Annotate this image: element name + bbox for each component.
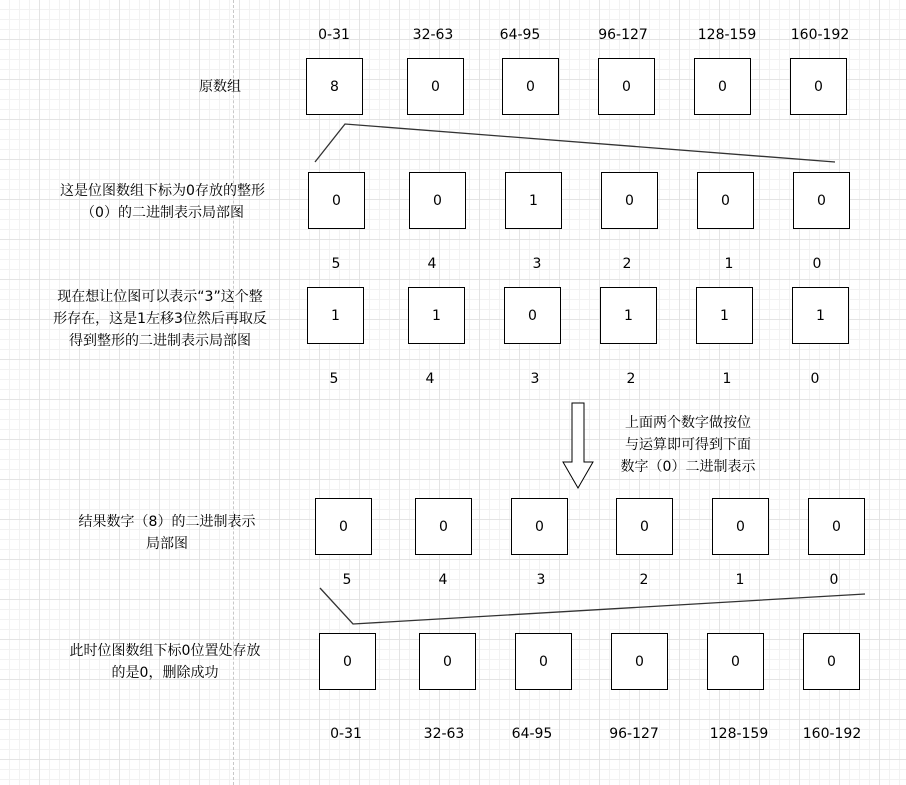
note-line: 与运算即可得到下面 bbox=[625, 437, 751, 453]
cell-value: 8 bbox=[330, 78, 339, 95]
cell-value: 1 bbox=[816, 307, 825, 324]
cell-value: 0 bbox=[721, 192, 730, 209]
footer-range-0: 0-31 bbox=[330, 726, 362, 742]
cell-value: 0 bbox=[332, 192, 341, 209]
shift-bit-cell-4 bbox=[408, 287, 465, 344]
result-bit-cell-1 bbox=[712, 498, 769, 555]
result-bit-cell-2 bbox=[616, 498, 673, 555]
cell-value: 0 bbox=[339, 518, 348, 535]
zoom-bit-index: 1 bbox=[724, 256, 734, 272]
cell-value: 0 bbox=[431, 78, 440, 95]
result-bit-index: 1 bbox=[735, 572, 745, 588]
final-cell-3 bbox=[611, 633, 668, 690]
description-line: 现在想让位图可以表示“3”这个整 bbox=[57, 289, 263, 305]
original-cell-3 bbox=[598, 58, 655, 115]
footer-range-4: 128-159 bbox=[709, 726, 769, 742]
cell-value: 1 bbox=[432, 307, 441, 324]
zoom-connector-bottom bbox=[320, 588, 865, 624]
cell-value: 0 bbox=[439, 518, 448, 535]
cell-value: 0 bbox=[343, 653, 352, 670]
result-bit-index: 5 bbox=[342, 572, 352, 588]
cell-value: 0 bbox=[539, 653, 548, 670]
description-line: 得到整形的二进制表示局部图 bbox=[69, 333, 251, 349]
footer-range-2: 64-95 bbox=[511, 726, 553, 742]
zoom-bit-cell-3 bbox=[505, 172, 562, 229]
cell-value: 0 bbox=[817, 192, 826, 209]
shift-bit-cell-5 bbox=[307, 287, 364, 344]
shift-bit-cell-1 bbox=[696, 287, 753, 344]
zoom-bit-cell-1 bbox=[697, 172, 754, 229]
shift-bit-index: 2 bbox=[626, 371, 636, 387]
cell-value: 0 bbox=[635, 653, 644, 670]
description-line: （0）的二进制表示局部图 bbox=[81, 205, 244, 221]
zoom-bit-index: 2 bbox=[622, 256, 632, 272]
zoom-bit-index: 4 bbox=[427, 256, 437, 272]
header-range-2: 64-95 bbox=[499, 27, 541, 43]
header-range-5: 160-192 bbox=[790, 27, 850, 43]
shift-bit-cell-2 bbox=[600, 287, 657, 344]
shift-bit-index: 5 bbox=[329, 371, 339, 387]
cell-value: 0 bbox=[526, 78, 535, 95]
cell-value: 0 bbox=[814, 78, 823, 95]
final-cell-4 bbox=[707, 633, 764, 690]
shift-bit-index: 4 bbox=[425, 371, 435, 387]
final-array-description bbox=[42, 640, 288, 684]
cell-value: 0 bbox=[622, 78, 631, 95]
header-range-4: 128-159 bbox=[697, 27, 757, 43]
result-bit-cell-5 bbox=[315, 498, 372, 555]
cell-value: 0 bbox=[827, 653, 836, 670]
description-line: 形存在，这是1左移3位然后再取反 bbox=[53, 311, 267, 327]
original-cell-4 bbox=[694, 58, 751, 115]
cell-value: 0 bbox=[832, 518, 841, 535]
zoom-bit-index: 5 bbox=[331, 256, 341, 272]
description-line: 的是0，删除成功 bbox=[111, 665, 219, 681]
cell-value: 0 bbox=[443, 653, 452, 670]
zoom-binary-description bbox=[40, 180, 285, 224]
cell-value: 0 bbox=[528, 307, 537, 324]
shift-bit-cell-0 bbox=[792, 287, 849, 344]
zoom-bit-cell-0 bbox=[793, 172, 850, 229]
cell-value: 0 bbox=[433, 192, 442, 209]
note-line: 数字（0）二进制表示 bbox=[620, 459, 756, 475]
shift-binary-description bbox=[30, 286, 290, 352]
original-cell-1 bbox=[407, 58, 464, 115]
final-cell-5 bbox=[803, 633, 860, 690]
zoom-bit-cell-5 bbox=[308, 172, 365, 229]
description-line: 结果数字（8）的二进制表示 bbox=[78, 514, 256, 530]
cell-value: 0 bbox=[625, 192, 634, 209]
description-line: 局部图 bbox=[146, 536, 188, 552]
cell-value: 1 bbox=[529, 192, 538, 209]
footer-range-5: 160-192 bbox=[802, 726, 862, 742]
zoom-bit-index: 0 bbox=[812, 256, 822, 272]
zoom-bit-index: 3 bbox=[532, 256, 542, 272]
and-operation-note bbox=[600, 412, 776, 478]
cell-value: 1 bbox=[624, 307, 633, 324]
result-bit-cell-3 bbox=[511, 498, 568, 555]
final-cell-2 bbox=[515, 633, 572, 690]
zoom-connector-top bbox=[315, 124, 835, 162]
cell-value: 0 bbox=[535, 518, 544, 535]
result-bit-index: 2 bbox=[639, 572, 649, 588]
description-line: 此时位图数组下标0位置处存放 bbox=[69, 643, 261, 659]
final-cell-1 bbox=[419, 633, 476, 690]
shift-bit-index: 1 bbox=[722, 371, 732, 387]
original-cell-5 bbox=[790, 58, 847, 115]
original-array-label: 原数组 bbox=[199, 79, 241, 95]
down-arrow bbox=[563, 403, 593, 488]
result-bit-index: 0 bbox=[829, 572, 839, 588]
result-bit-cell-0 bbox=[808, 498, 865, 555]
final-cell-0 bbox=[319, 633, 376, 690]
cell-value: 1 bbox=[720, 307, 729, 324]
result-bit-cell-4 bbox=[415, 498, 472, 555]
shift-bit-index: 0 bbox=[810, 371, 820, 387]
shift-bit-cell-3 bbox=[504, 287, 561, 344]
note-line: 上面两个数字做按位 bbox=[625, 415, 751, 431]
cell-value: 0 bbox=[718, 78, 727, 95]
cell-value: 1 bbox=[331, 307, 340, 324]
cell-value: 0 bbox=[640, 518, 649, 535]
description-line: 这是位图数组下标为0存放的整形 bbox=[60, 183, 265, 199]
original-cell-0 bbox=[306, 58, 363, 115]
result-binary-description bbox=[50, 511, 284, 555]
zoom-bit-cell-4 bbox=[409, 172, 466, 229]
header-range-0: 0-31 bbox=[318, 27, 350, 43]
zoom-bit-cell-2 bbox=[601, 172, 658, 229]
result-bit-index: 3 bbox=[536, 572, 546, 588]
header-range-1: 32-63 bbox=[412, 27, 454, 43]
header-range-3: 96-127 bbox=[598, 27, 648, 43]
result-bit-index: 4 bbox=[438, 572, 448, 588]
original-cell-2 bbox=[502, 58, 559, 115]
cell-value: 0 bbox=[731, 653, 740, 670]
shift-bit-index: 3 bbox=[530, 371, 540, 387]
footer-range-3: 96-127 bbox=[609, 726, 659, 742]
footer-range-1: 32-63 bbox=[423, 726, 465, 742]
cell-value: 0 bbox=[736, 518, 745, 535]
